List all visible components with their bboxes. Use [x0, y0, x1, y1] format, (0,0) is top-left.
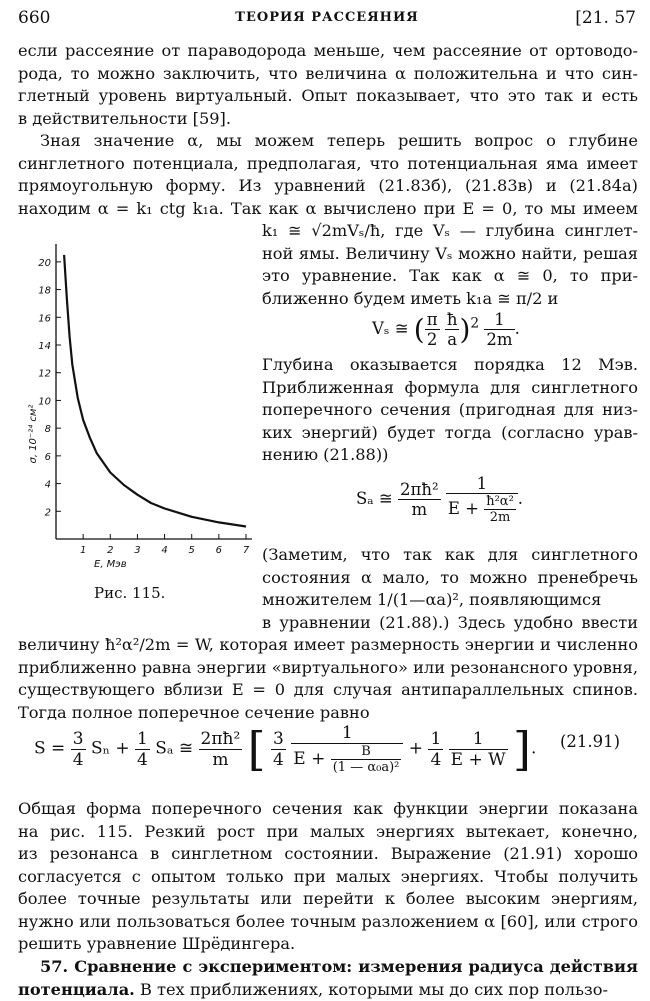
frac-den: 2m — [484, 510, 516, 525]
text-line: приближенно равна энергии «виртуального» или резонансного уровня, — [18, 657, 638, 680]
text-line — [18, 979, 638, 1001]
text-line: ближенно будем иметь k₁a ≅ π/2 и — [262, 288, 638, 311]
frac-num: π — [425, 310, 440, 330]
eq-plus: + — [409, 739, 423, 759]
text-line: состояния α мало, то можно пренебречь — [262, 567, 638, 590]
frac-den: 4 — [428, 750, 443, 770]
frac-den-a: E + — [293, 749, 325, 769]
frac-den: (1 — α₀a)² — [331, 760, 402, 775]
eq-lhs: S = — [34, 739, 65, 759]
y-tick-label: 18 — [38, 286, 51, 297]
frac-num: 3 — [271, 729, 286, 750]
text-line: множителем 1/(1—αa)², появляющимся — [262, 589, 638, 612]
x-tick-label: 2 — [107, 545, 113, 556]
eq-end: . — [515, 319, 520, 338]
cross-section-curve — [64, 255, 246, 527]
section-57 — [18, 956, 638, 1001]
text-line: Общая форма поперечного сечения как функции энергии показана — [18, 798, 638, 821]
eq-term: Sₙ + — [91, 739, 130, 759]
section-title: 57. Сравнение с экспериментом: измерения радиуса действия — [40, 957, 638, 976]
y-tick-label: 2 — [45, 507, 51, 518]
paragraph-1 — [18, 40, 638, 130]
frac-den: E + W — [449, 750, 508, 770]
figure-caption: Рис. 115. — [94, 584, 165, 602]
section-ref: [21. 57 — [575, 8, 636, 28]
frac-num: 1 — [446, 474, 518, 494]
x-tick-label: 6 — [216, 545, 222, 556]
frac-num: 1 — [428, 729, 443, 750]
y-tick-label: 4 — [45, 480, 51, 491]
frac-num: 1 — [449, 729, 508, 750]
y-tick-label: 6 — [45, 452, 51, 463]
frac-num: 1 — [291, 723, 403, 744]
text-line: из резонанса в синглетном состоянии. Выражение (21.91) хорошо — [18, 843, 638, 866]
x-tick-label: 1 — [80, 545, 86, 556]
text-line: k₁ ≅ √2mVₛ/ħ, где Vₛ — глубина синглет- — [262, 220, 638, 243]
paragraph-2 — [18, 130, 638, 220]
paragraph-4 — [18, 798, 638, 956]
equation-sa — [356, 474, 523, 525]
y-tick-label: 20 — [38, 258, 51, 269]
frac-num: 2πħ² — [398, 480, 441, 500]
x-tick-label: 4 — [161, 545, 167, 556]
equation-vs: Vₛ ≅ ( $\frac{\pi}{2}$ $\frac{ħ}{a}$ )$^2$ $\frac{1}{2m}$ . — [372, 310, 520, 349]
text-line: в действительности [59]. — [18, 108, 638, 131]
text-line: это уравнение. Так как α ≅ 0, то при- — [262, 265, 638, 288]
power: 2 — [470, 316, 479, 332]
frac-den: a — [445, 330, 460, 349]
section-heading — [18, 956, 638, 979]
text-line: (Заметим, что так как для синглетного — [262, 544, 638, 567]
right-column-2 — [262, 354, 638, 467]
frac-num: 1 — [135, 729, 150, 750]
text-line: Приближенная формула для синглетного — [262, 377, 638, 400]
frac-num: 3 — [71, 729, 86, 750]
figure-115-chart — [26, 236, 260, 576]
text-line: Тогда полное поперечное сечение равно — [18, 702, 638, 725]
frac-num: ħ²α² — [484, 494, 516, 510]
eq-lhs: Vₛ ≅ — [372, 319, 409, 338]
paragraph-3 — [18, 634, 638, 724]
text-line: Глубина оказывается порядка 12 Мэв. — [262, 354, 638, 377]
text-line: ной ямы. Величину Vₛ можно найти, решая — [262, 243, 638, 266]
section-text: В тех приближениях, которыми мы до сих пор пользо- — [135, 980, 608, 999]
frac-den: 2 — [425, 330, 440, 349]
frac-den: m — [398, 500, 441, 519]
running-title: ТЕОРИЯ РАССЕЯНИЯ — [18, 10, 636, 25]
frac-den: 4 — [271, 750, 286, 770]
text-line: поперечного сечения (пригодная для низ- — [262, 399, 638, 422]
text-line: на рис. 115. Резкий рост при малых энергиях вытекает, конечно, — [18, 821, 638, 844]
y-tick-label: 10 — [38, 396, 51, 407]
y-tick-label: 12 — [38, 369, 51, 380]
text-line: ких энергий) будет тогда (согласно урав- — [262, 422, 638, 445]
eq-term: Sₐ ≅ — [155, 739, 193, 759]
text-line: решить уравнение Шрёдингера. — [18, 933, 638, 956]
text-line: согласуется с опытом только при малых энергиях. Чтобы получить — [18, 866, 638, 889]
frac-num: 1 — [484, 310, 514, 330]
y-tick-label: 8 — [45, 424, 51, 435]
text-line: глетный уровень виртуальный. Опыт показывает, что это так и есть — [18, 85, 638, 108]
x-tick-label: 5 — [189, 545, 195, 556]
y-axis-label: σ, 10⁻²⁴ см² — [27, 405, 39, 464]
text-line: если рассеяние от параводорода меньше, чем рассеяние от ортоводо- — [18, 40, 638, 63]
text-line: в уравнении (21.88).) Здесь удобно ввести — [262, 612, 638, 635]
page-number: 660 — [18, 8, 50, 28]
text-line: нужно или пользоваться более точным разложением α [60], или строго — [18, 911, 638, 934]
x-tick-label: 7 — [243, 545, 250, 556]
text-line: синглетного потенциала, предполагая, что потенциальная яма имеет — [18, 153, 638, 176]
text-line: Зная значение α, мы можем теперь решить вопрос о глубине — [18, 130, 638, 153]
x-axis-label: E, Мэв — [94, 559, 127, 570]
frac-den-a: E + — [448, 499, 479, 518]
eq-lhs: Sₐ ≅ — [356, 489, 393, 508]
frac-den: 4 — [71, 750, 86, 770]
text-line: находим α = k₁ ctg k₁a. Так как α вычислено при E = 0, то мы имеем — [18, 198, 638, 221]
frac-den: m — [199, 750, 243, 770]
equation-label: (21.91) — [560, 732, 620, 751]
text-line: существующего вблизи E = 0 для случая антипараллельных спинов. — [18, 679, 638, 702]
text-line: величину ħ²α²/2m = W, которая имеет размерность энергии и численно — [18, 634, 638, 657]
eq-end: . — [518, 489, 523, 508]
right-column-3 — [262, 544, 638, 634]
frac-num: B — [331, 744, 402, 760]
section-title-2: потенциала. — [18, 980, 135, 999]
right-column-1 — [262, 220, 638, 310]
y-tick-label: 16 — [38, 313, 51, 324]
text-line: более точные результаты или перейти к более высоким энергиям, — [18, 888, 638, 911]
frac-den: 4 — [135, 750, 150, 770]
y-tick-label: 14 — [38, 341, 51, 352]
text-line: прямоугольную форму. Из уравнений (21.83б), (21.83в) и (21.84а) — [18, 175, 638, 198]
equation-21-91: S = $\frac{3}{4}$ Sₙ + $\frac{1}{4}$ Sₐ ≅ $\frac{\text{2πħ²}}{m}$ [ $\frac{3}{4}$ 1 E + $\frac{B}{\text{(1 — α₀a)²}}$ + $\frac{1}{4}$ $\frac{1}{E + W}$ ]. — [34, 722, 536, 776]
x-tick-label: 3 — [134, 545, 140, 556]
text-line: рода, то можно заключить, что величина α положительна и что син- — [18, 63, 638, 86]
frac-num: 2πħ² — [199, 729, 243, 750]
frac-den: 2m — [484, 330, 514, 349]
frac-num: ħ — [445, 310, 460, 330]
text-line: нению (21.88)) — [262, 444, 638, 467]
running-header — [18, 8, 636, 30]
